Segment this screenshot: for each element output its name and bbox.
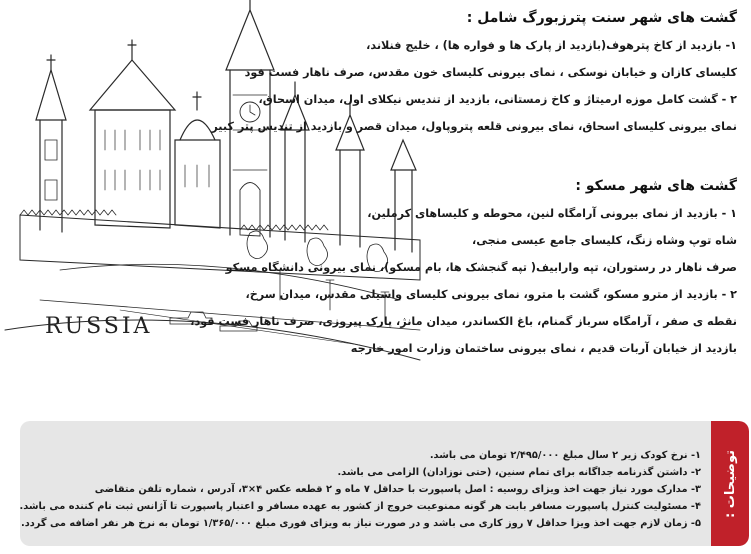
note-item: ۵- زمان لازم جهت اخذ ویزا حداقل ۷ روز کاری می باشد و در صورت نیاز به ویزای فوری مبلغ ۱/۳۶۵/۰۰۰ تومان به نرخ هر نفر اضافه می گردد. [21, 518, 701, 529]
moscow-line: نقطه ی صفر ، آرامگاه سرباز گمنام، باغ الکساندر، میدان مانژ، پارک پیروزی، صرف ناهار فست فود، [190, 315, 737, 328]
moscow-line: ۱ - بازدید از نمای بیرونی آرامگاه لنین، محوطه و کلیساهای کرملین، [367, 207, 737, 220]
note-item: ۳- مدارک مورد نیاز جهت اخذ ویزای روسیه : اصل پاسپورت با حداقل ۷ ماه و ۲ قطعه عکس ۴×۳، آدرس ، شماره تلفن متقاضی [94, 484, 701, 495]
note-item: ۱- نرخ کودک زیر ۲ سال مبلغ ۲/۴۹۵/۰۰۰ تومان می باشد. [429, 450, 701, 461]
st-petersburg-line: ۱- بازدید از کاخ پترهوف(بازدید از پارک ها و فواره ها) ، خلیج فنلاند، [366, 39, 737, 52]
moscow-line: بازدید از خیابان آربات قدیم ، نمای بیرونی ساختمان وزارت امور خارجه [350, 342, 737, 355]
note-item: ۴- مسئولیت کنترل پاسپورت مسافر بابت هر گونه ممنوعیت خروج از کشور به عهده مسافر و اعتبار پاسپورت تا آژانس ثبت نام کننده می باشد. [20, 501, 701, 512]
st-petersburg-title: گشت های شهر سنت پترزبورگ شامل : [466, 10, 737, 26]
note-item: ۲- داشتن گذرنامه جداگانه برای تمام سنین، (حتی نوزادان) الزامی می باشد. [337, 467, 701, 478]
st-petersburg-tours [211, 10, 737, 140]
moscow-line: شاه توپ وشاه زنگ، کلیسای جامع عیسی منجی، [472, 234, 737, 247]
notes-title: توضیحات : [722, 449, 738, 518]
st-petersburg-line: ۲ - گشت کامل موزه ارمیتاژ و کاخ زمستانی، بازدید از تندیس نیکلای اول، میدان اسحاق، [258, 93, 737, 106]
moscow-title: گشت های شهر مسکو : [575, 178, 737, 194]
moscow-line: صرف ناهار در رستوران، تپه وارابیف( تپه گنجشک ها، بام مسکو)، نمای بیرونی دانشگاه مسکو [225, 261, 737, 274]
notes-box [20, 421, 749, 546]
notes-tab [711, 421, 749, 546]
st-petersburg-line: نمای بیرونی کلیسای اسحاق، نمای بیرونی قلعه پتروپاول، میدان قصر و بازدید از تندیس پتر کبیر [211, 120, 737, 133]
moscow-tours [190, 178, 737, 362]
st-petersburg-line: کلیسای کازان و خیابان نوسکی ، نمای بیرونی کلیسای خون مقدس، صرف ناهار فست فود [244, 66, 737, 79]
moscow-line: ۲ - بازدید از مترو مسکو، گشت با مترو، نمای بیرونی کلیسای واسیلی مقدس، میدان سرخ، [245, 288, 737, 301]
notes-list [20, 447, 701, 532]
country-label: RUSSIA [45, 314, 153, 339]
